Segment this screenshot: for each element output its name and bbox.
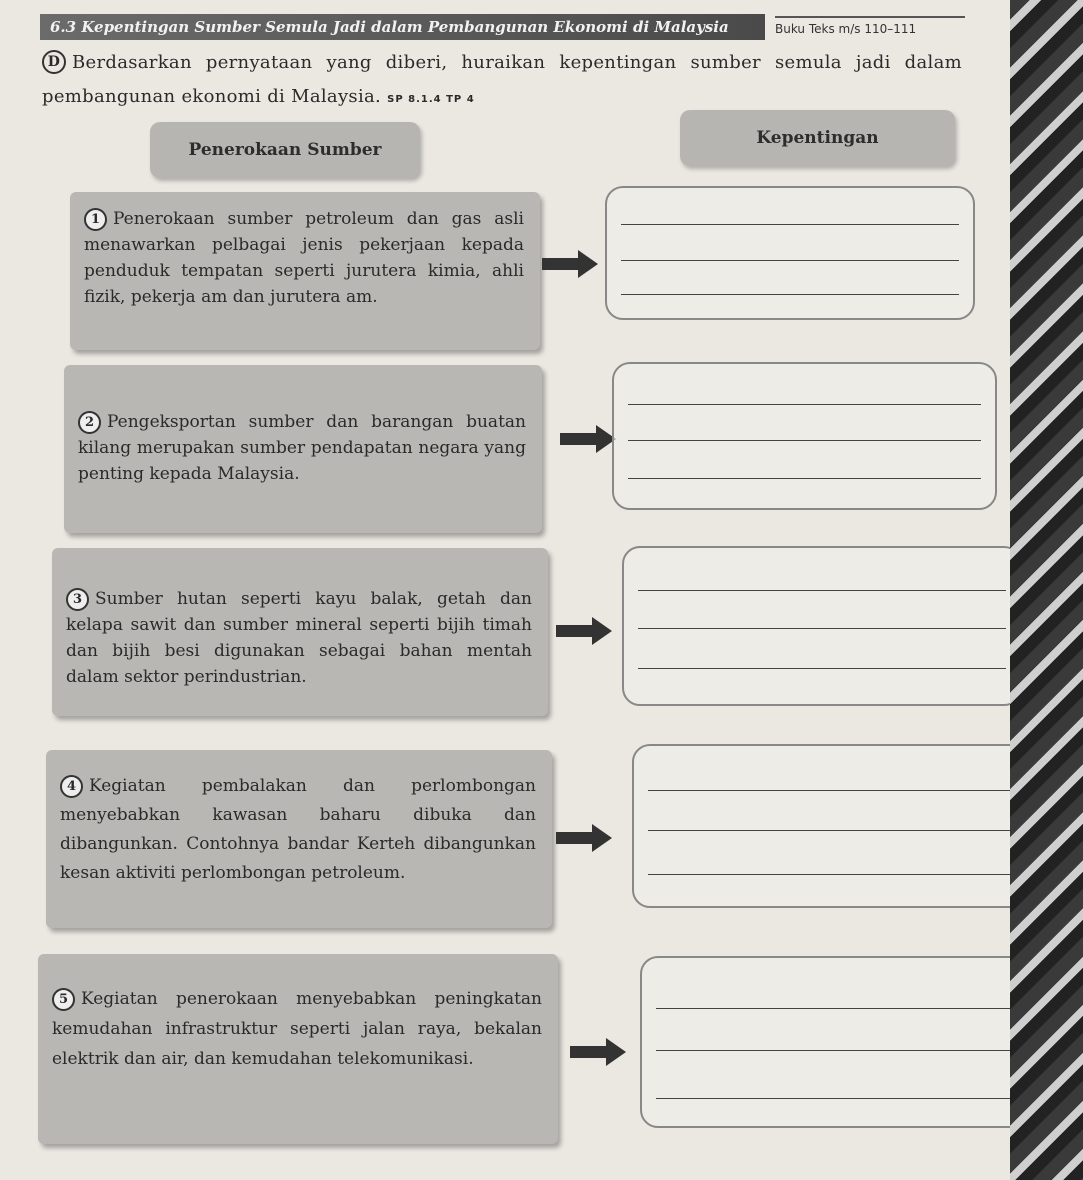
arrow-right-icon (556, 824, 612, 852)
column-header-left: Penerokaan Sumber (150, 122, 420, 178)
arrow-right-icon (556, 617, 612, 645)
item-text-1: Penerokaan sumber petroleum dan gas asli menawarkan pelbagai jenis pekerjaan kepada penduduk tempatan seperti jurutera kimia, ahli fizik, pekerja am dan jurutera am. (84, 209, 524, 307)
answer-box-3[interactable] (622, 546, 1022, 706)
item-text-2: Pengeksportan sumber dan barangan buatan kilang merupakan sumber pendapatan negara yang penting kepada Malaysia. (78, 412, 526, 484)
answer-line (621, 294, 959, 295)
answer-line (648, 874, 1024, 875)
exploration-box-5 (38, 954, 558, 1144)
exploration-box-4 (46, 750, 552, 928)
section-title: 6.3 Kepentingan Sumber Semula Jadi dalam Pembangunan Ekonomi di Malaysia (40, 14, 765, 40)
arrow-right-icon (560, 425, 616, 453)
item-number-4: 4 (60, 775, 83, 798)
item-number-2: 2 (78, 411, 101, 434)
answer-line (628, 440, 981, 441)
answer-line (656, 1050, 1039, 1051)
answer-line (638, 590, 1006, 591)
arrow-right-icon (542, 250, 598, 278)
answer-box-1[interactable] (605, 186, 975, 320)
answer-line (656, 1008, 1039, 1009)
item-text-4: Kegiatan pembalakan dan perlombongan menyebabkan kawasan baharu dibuka dan dibangunkan. Contohnya bandar Kerteh dibangunkan kesan aktiviti perlombongan petroleum. (60, 776, 536, 883)
column-header-right: Kepentingan (680, 110, 955, 166)
answer-line (628, 478, 981, 479)
answer-line (638, 628, 1006, 629)
answer-line (648, 790, 1024, 791)
answer-line (648, 830, 1024, 831)
arrow-right-icon (570, 1038, 626, 1066)
answer-box-4[interactable] (632, 744, 1040, 908)
question-prompt (42, 46, 962, 117)
answer-box-2[interactable] (612, 362, 997, 510)
exploration-box-3 (52, 548, 548, 716)
answer-line (656, 1098, 1039, 1099)
item-number-5: 5 (52, 988, 75, 1011)
item-text-5: Kegiatan penerokaan menyebabkan peningkatan kemudahan infrastruktur seperti jalan raya, bekalan elektrik dan air, dan kemudahan telekomunikasi. (52, 989, 542, 1069)
answer-box-5[interactable] (640, 956, 1055, 1128)
item-number-3: 3 (66, 588, 89, 611)
book-spine-binding (1010, 0, 1083, 1180)
item-text-3: Sumber hutan seperti kayu balak, getah dan kelapa sawit dan sumber mineral seperti bijih timah dan bijih besi digunakan sebagai bahan mentah dalam sektor perindustrian. (66, 589, 532, 687)
question-number: D (42, 50, 66, 74)
answer-line (621, 260, 959, 261)
book-reference: Buku Teks m/s 110–111 (775, 16, 965, 40)
answer-line (628, 404, 981, 405)
item-number-1: 1 (84, 208, 107, 231)
answer-line (638, 668, 1006, 669)
answer-line (621, 224, 959, 225)
skill-tag: SP 8.1.4 TP 4 (387, 94, 475, 105)
exploration-box-1 (70, 192, 540, 350)
exploration-box-2 (64, 365, 542, 533)
question-text: Berdasarkan pernyataan yang diberi, huraikan kepentingan sumber semula jadi dalam pembangunan ekonomi di Malaysia. (42, 52, 962, 107)
